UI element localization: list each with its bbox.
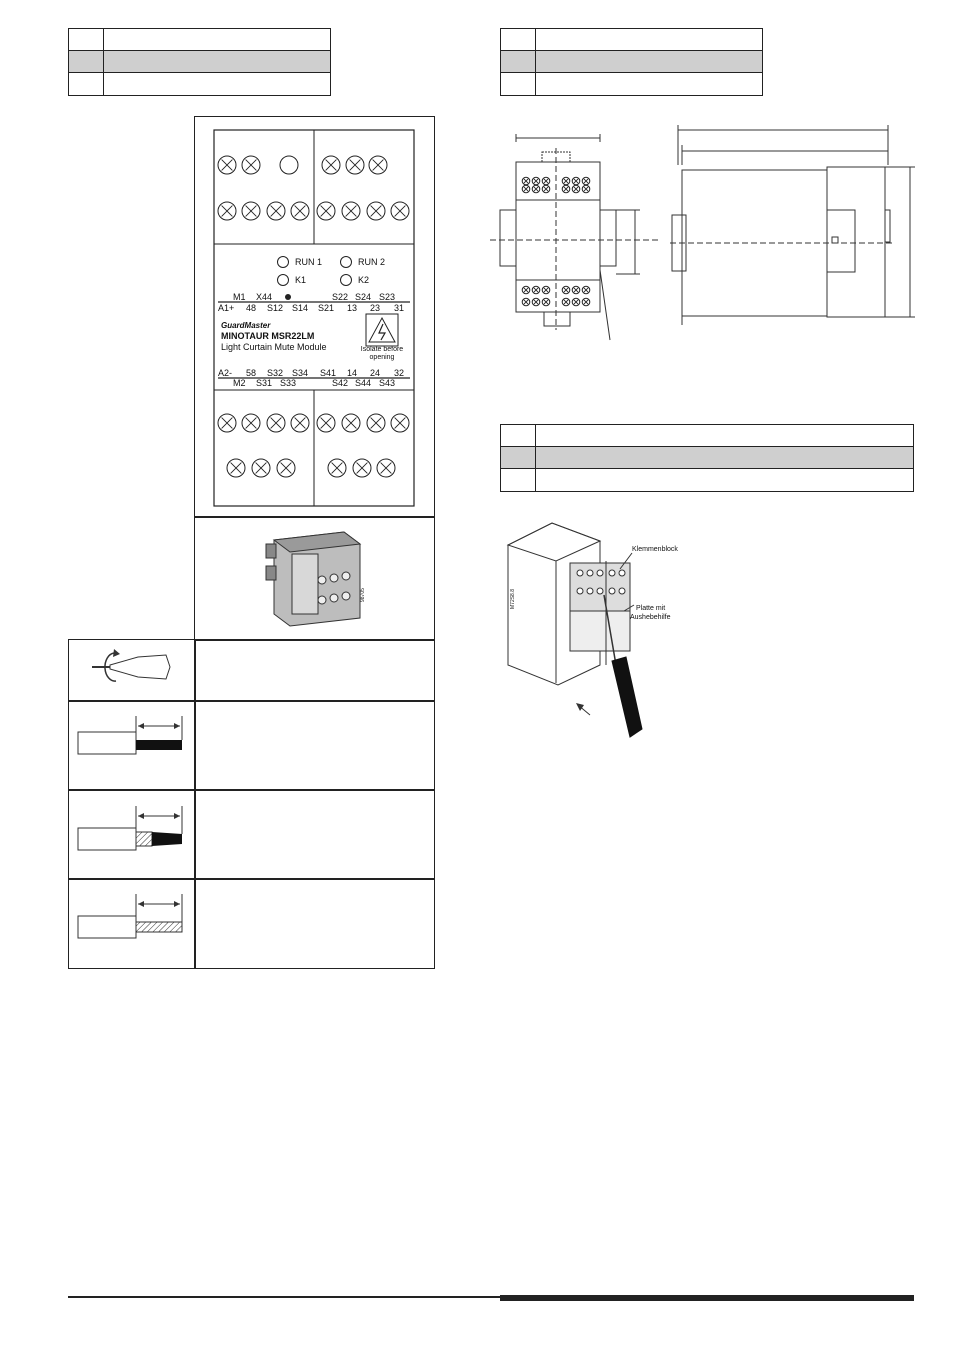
empty-terminal xyxy=(280,156,298,174)
status-dot-icon xyxy=(285,294,291,300)
header-table-right xyxy=(500,28,763,96)
terminal-block-diagram xyxy=(194,518,435,640)
installation-diagram xyxy=(500,515,720,745)
term-a2: A2- xyxy=(218,368,233,378)
label-platte: Platte mit xyxy=(636,605,666,612)
term-14: 14 xyxy=(347,368,358,378)
term-s41: S41 xyxy=(320,368,337,378)
term-s31: S31 xyxy=(256,378,273,388)
led-run2-icon xyxy=(341,257,352,268)
label-klemmenblock: Klemmenblock xyxy=(632,546,678,553)
wire-stripped-solid-icon xyxy=(70,712,190,762)
led-k1-icon xyxy=(278,275,289,286)
term-x44: X44 xyxy=(256,292,273,302)
label-run2: RUN 2 xyxy=(358,257,386,267)
term-31: 31 xyxy=(394,303,405,313)
product-name: Light Curtain Mute Module xyxy=(221,342,327,352)
term-24: 24 xyxy=(370,368,381,378)
label-k2: K2 xyxy=(358,275,370,285)
label-k1: K1 xyxy=(295,275,307,285)
model-name: MINOTAUR MSR22LM xyxy=(221,331,315,341)
term-58: 58 xyxy=(246,368,257,378)
term-32: 32 xyxy=(394,368,405,378)
warning-text: Isolate before opening xyxy=(360,346,404,361)
label-aushebehilfe: Aushebehilfe xyxy=(630,614,671,621)
footer-rule-thin xyxy=(68,1296,500,1298)
led-run1-icon xyxy=(278,257,289,268)
led-k2-icon xyxy=(341,275,352,286)
header-table-left xyxy=(68,28,331,96)
term-s14: S14 xyxy=(292,303,309,313)
terminal-block-code: 98705 xyxy=(360,588,366,602)
module-front-diagram xyxy=(194,116,435,516)
header-table-mid xyxy=(500,424,914,492)
term-s33: S33 xyxy=(280,378,297,388)
screwdriver-icon xyxy=(90,645,174,689)
wire-ferrule-icon xyxy=(70,802,190,852)
brand-logo: GuardMaster xyxy=(221,321,271,330)
term-s24: S24 xyxy=(355,292,372,302)
term-48: 48 xyxy=(246,303,257,313)
term-s32: S32 xyxy=(267,368,284,378)
term-s12: S12 xyxy=(267,303,284,313)
label-side-code: M72S8.8 xyxy=(510,588,516,609)
wire-stranded-icon xyxy=(70,890,190,940)
term-m2: M2 xyxy=(233,378,246,388)
dimension-front-view xyxy=(490,130,665,345)
term-a1: A1+ xyxy=(218,303,235,313)
term-s43: S43 xyxy=(379,378,396,388)
term-13: 13 xyxy=(347,303,358,313)
term-s21: S21 xyxy=(318,303,335,313)
term-23: 23 xyxy=(370,303,381,313)
label-run1: RUN 1 xyxy=(295,257,323,267)
footer-rule-thick xyxy=(500,1295,914,1301)
term-m1: M1 xyxy=(233,292,246,302)
term-s44: S44 xyxy=(355,378,372,388)
term-s22: S22 xyxy=(332,292,349,302)
term-s42: S42 xyxy=(332,378,349,388)
dimension-side-view xyxy=(670,125,920,325)
term-s34: S34 xyxy=(292,368,309,378)
term-s23: S23 xyxy=(379,292,396,302)
